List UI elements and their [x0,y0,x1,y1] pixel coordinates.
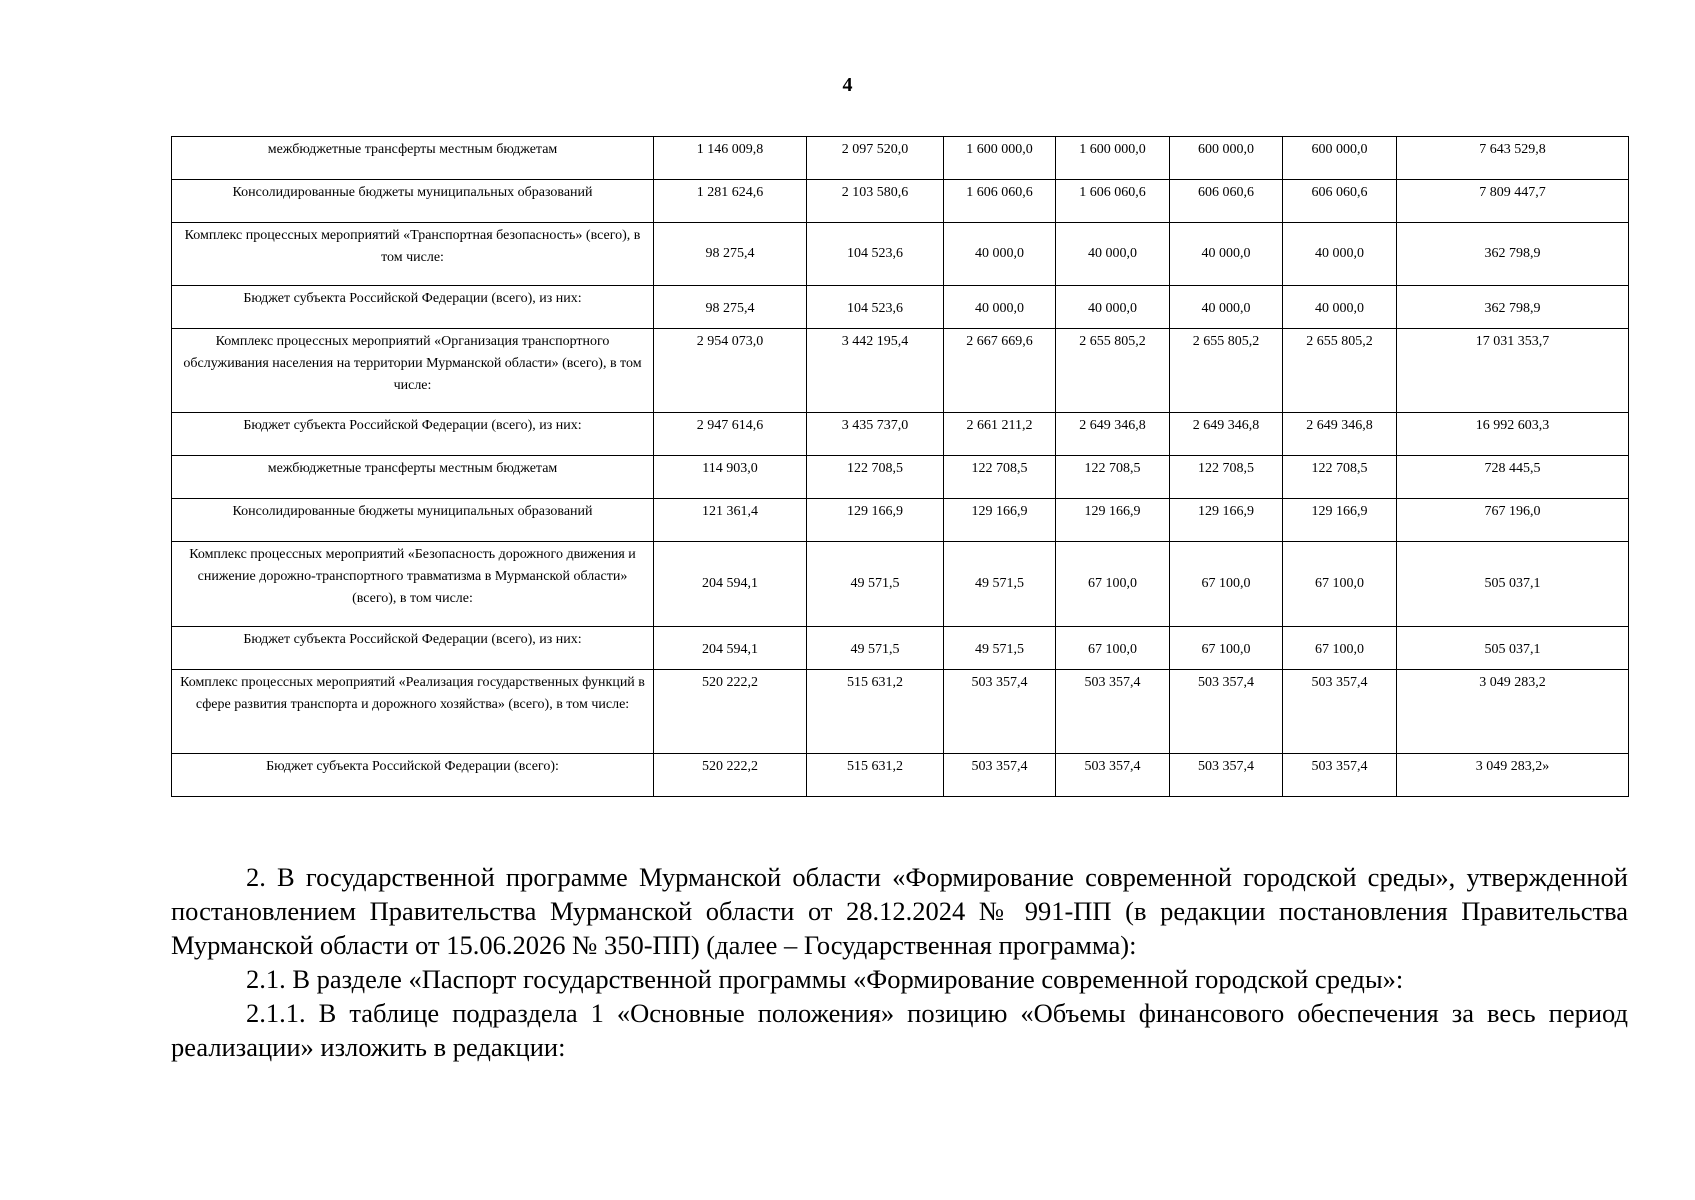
row-value-cell: 40 000,0 [944,223,1056,286]
row-value-cell: 40 000,0 [1170,286,1283,329]
row-value-cell: 1 606 060,6 [1056,180,1170,223]
row-value-cell: 2 655 805,2 [1170,329,1283,413]
row-value-cell: 67 100,0 [1170,542,1283,627]
row-value-cell: 1 281 624,6 [654,180,807,223]
row-label: Бюджет субъекта Российской Федерации (всего), из них: [172,286,654,329]
table-row [172,137,1629,180]
row-value-cell: 2 649 346,8 [1170,413,1283,456]
row-label: Бюджет субъекта Российской Федерации (всего): [172,754,654,797]
row-value-cell: 114 903,0 [654,456,807,499]
row-value-cell: 129 166,9 [1283,499,1397,542]
row-value-cell: 2 667 669,6 [944,329,1056,413]
row-value-cell: 515 631,2 [807,670,944,754]
row-value-cell: 122 708,5 [807,456,944,499]
row-value-cell: 503 357,4 [1056,670,1170,754]
financing-table [171,136,1629,797]
row-value-cell: 600 000,0 [1170,137,1283,180]
row-value-cell: 503 357,4 [1283,670,1397,754]
table-row [172,456,1629,499]
table-row [172,670,1629,754]
table-row [172,329,1629,413]
row-total-cell: 16 992 603,3 [1397,413,1629,456]
row-label: Бюджет субъекта Российской Федерации (всего), из них: [172,627,654,670]
row-value-cell: 1 606 060,6 [944,180,1056,223]
financing-table-body [172,137,1629,797]
row-value-cell: 98 275,4 [654,223,807,286]
row-value-cell: 129 166,9 [1170,499,1283,542]
row-value-cell: 503 357,4 [1056,754,1170,797]
row-label: Консолидированные бюджеты муниципальных образований [172,499,654,542]
row-total-cell: 3 049 283,2 [1397,670,1629,754]
row-value-cell: 503 357,4 [944,670,1056,754]
row-value-cell: 121 361,4 [654,499,807,542]
row-value-cell: 122 708,5 [1283,456,1397,499]
paragraph-2-1-1: 2.1.1. В таблице подраздела 1 «Основные положения» позицию «Объемы финансового обеспечения за весь период реализации» изложить в редакции: [171,998,1628,1062]
row-value-cell: 40 000,0 [1056,223,1170,286]
row-value-cell: 104 523,6 [807,223,944,286]
row-total-cell: 362 798,9 [1397,223,1629,286]
row-value-cell: 2 097 520,0 [807,137,944,180]
row-value-cell: 40 000,0 [1056,286,1170,329]
row-value-cell: 503 357,4 [1170,670,1283,754]
row-label: межбюджетные трансферты местным бюджетам [172,137,654,180]
row-label: Комплекс процессных мероприятий «Организация транспортного обслуживания населения на территории Мурманской области» (всего), в том числе: [172,329,654,413]
row-value-cell: 67 100,0 [1056,542,1170,627]
row-total-cell: 362 798,9 [1397,286,1629,329]
row-value-cell: 515 631,2 [807,754,944,797]
row-value-cell: 503 357,4 [1283,754,1397,797]
row-value-cell: 2 649 346,8 [1283,413,1397,456]
row-value-cell: 49 571,5 [807,542,944,627]
row-label: Комплекс процессных мероприятий «Безопасность дорожного движения и снижение дорожно-транспортного травматизма в Мурманской области» (всего), в том числе: [172,542,654,627]
table-row [172,754,1629,797]
row-value-cell: 204 594,1 [654,627,807,670]
row-value-cell: 40 000,0 [1283,223,1397,286]
row-value-cell: 67 100,0 [1283,627,1397,670]
row-value-cell: 520 222,2 [654,670,807,754]
row-value-cell: 122 708,5 [1056,456,1170,499]
row-value-cell: 2 954 073,0 [654,329,807,413]
table-row [172,286,1629,329]
row-value-cell: 49 571,5 [807,627,944,670]
row-value-cell: 503 357,4 [944,754,1056,797]
row-total-cell: 728 445,5 [1397,456,1629,499]
row-value-cell: 606 060,6 [1283,180,1397,223]
row-total-cell: 767 196,0 [1397,499,1629,542]
row-value-cell: 1 600 000,0 [944,137,1056,180]
row-value-cell: 129 166,9 [944,499,1056,542]
row-label: Комплекс процессных мероприятий «Реализация государственных функций в сфере развития транспорта и дорожного хозяйства» (всего), в том числе: [172,670,654,754]
row-total-cell: 7 809 447,7 [1397,180,1629,223]
row-value-cell: 2 655 805,2 [1283,329,1397,413]
row-total-cell: 505 037,1 [1397,542,1629,627]
row-value-cell: 122 708,5 [1170,456,1283,499]
row-label: межбюджетные трансферты местным бюджетам [172,456,654,499]
row-value-cell: 129 166,9 [1056,499,1170,542]
row-value-cell: 600 000,0 [1283,137,1397,180]
row-label: Комплекс процессных мероприятий «Транспортная безопасность» (всего), в том числе: [172,223,654,286]
row-value-cell: 2 947 614,6 [654,413,807,456]
table-row [172,223,1629,286]
row-value-cell: 2 661 211,2 [944,413,1056,456]
row-value-cell: 520 222,2 [654,754,807,797]
table-row [172,627,1629,670]
row-label: Бюджет субъекта Российской Федерации (всего), из них: [172,413,654,456]
row-value-cell: 49 571,5 [944,542,1056,627]
row-total-cell: 3 049 283,2» [1397,754,1629,797]
row-value-cell: 2 103 580,6 [807,180,944,223]
table-row [172,180,1629,223]
row-label: Консолидированные бюджеты муниципальных образований [172,180,654,223]
row-value-cell: 67 100,0 [1056,627,1170,670]
paragraph-2-1: 2.1. В разделе «Паспорт государственной программы «Формирование современной городской среды»: [246,964,1404,994]
row-value-cell: 40 000,0 [1283,286,1397,329]
row-value-cell: 2 655 805,2 [1056,329,1170,413]
row-value-cell: 503 357,4 [1170,754,1283,797]
row-value-cell: 67 100,0 [1283,542,1397,627]
row-total-cell: 7 643 529,8 [1397,137,1629,180]
row-value-cell: 1 600 000,0 [1056,137,1170,180]
paragraph-2: 2. В государственной программе Мурманской области «Формирование современной городской среды», утвержденной постановлением Правительства Мурманской области от 28.12.2024 № 991-ПП (в редакции постановления Правительства Мурманской области от 15.06.2026 № 350-ПП) (далее – Государственная программа): [171,862,1628,960]
row-value-cell: 104 523,6 [807,286,944,329]
row-total-cell: 17 031 353,7 [1397,329,1629,413]
row-value-cell: 3 435 737,0 [807,413,944,456]
row-value-cell: 49 571,5 [944,627,1056,670]
row-value-cell: 40 000,0 [944,286,1056,329]
page-number: 4 [842,74,853,96]
row-value-cell: 129 166,9 [807,499,944,542]
row-value-cell: 40 000,0 [1170,223,1283,286]
row-value-cell: 98 275,4 [654,286,807,329]
row-value-cell: 122 708,5 [944,456,1056,499]
row-total-cell: 505 037,1 [1397,627,1629,670]
table-row [172,499,1629,542]
row-value-cell: 67 100,0 [1170,627,1283,670]
row-value-cell: 3 442 195,4 [807,329,944,413]
table-row [172,542,1629,627]
row-value-cell: 606 060,6 [1170,180,1283,223]
body-text [171,860,1628,1064]
row-value-cell: 1 146 009,8 [654,137,807,180]
row-value-cell: 2 649 346,8 [1056,413,1170,456]
row-value-cell: 204 594,1 [654,542,807,627]
table-row [172,413,1629,456]
